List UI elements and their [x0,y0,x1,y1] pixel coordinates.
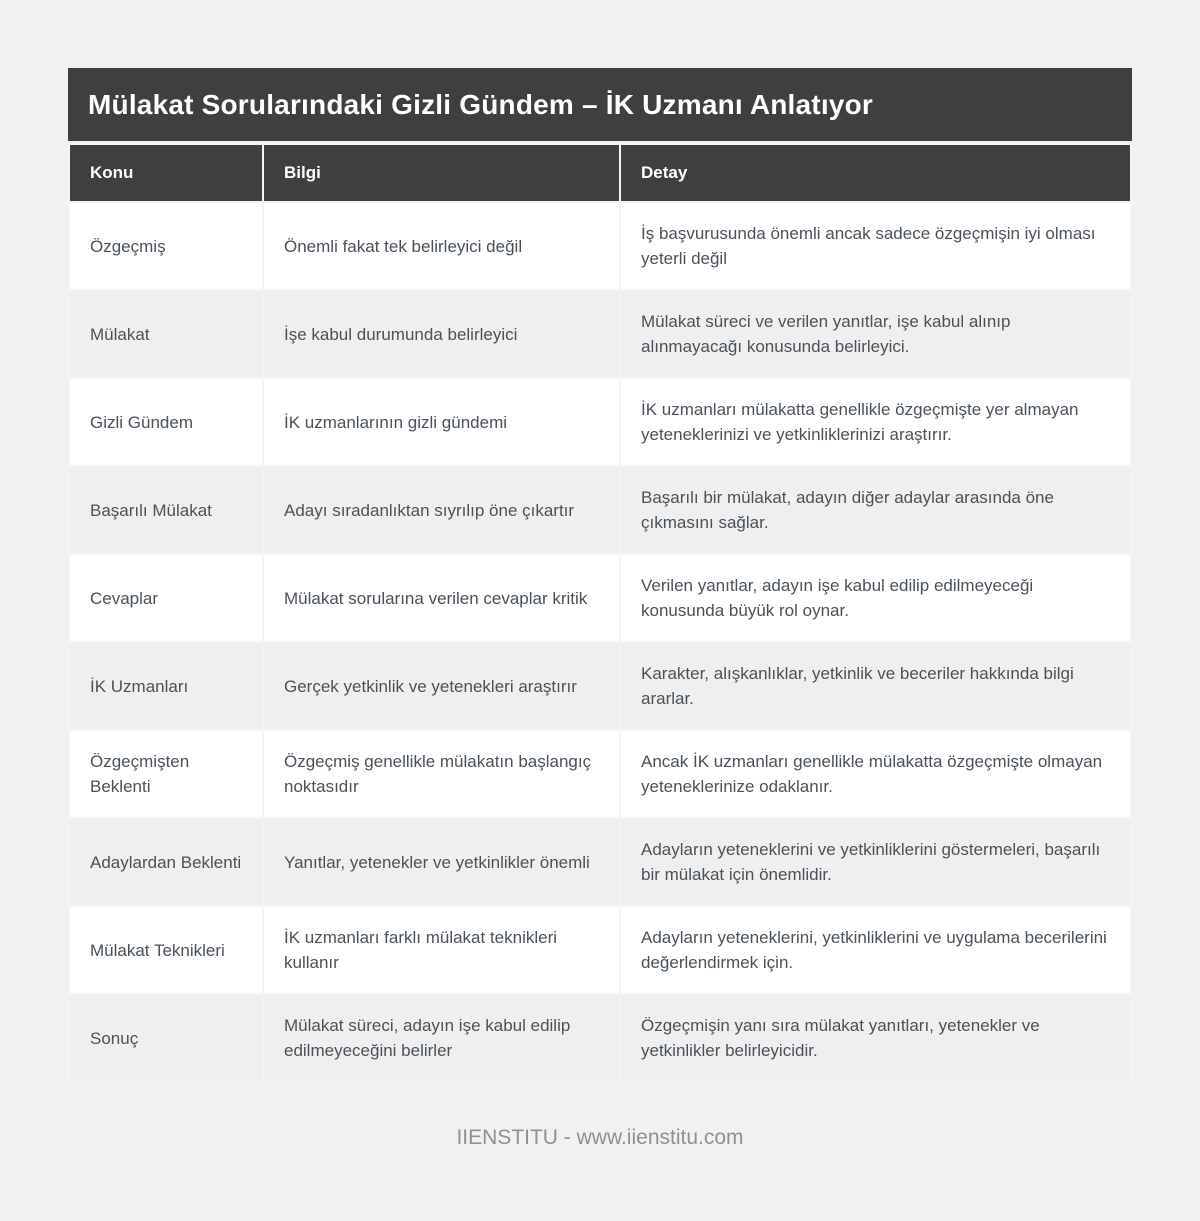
cell-detay: Mülakat süreci ve verilen yanıtlar, işe kabul alınıp alınmayacağı konusunda belirleyici. [621,291,1130,377]
cell-detay: Adayların yeteneklerini ve yetkinliklerini göstermeleri, başarılı bir mülakat için önemlidir. [621,819,1130,905]
cell-detay: Karakter, alışkanlıklar, yetkinlik ve beceriler hakkında bilgi ararlar. [621,643,1130,729]
column-header-bilgi: Bilgi [264,145,619,201]
cell-detay: İş başvurusunda önemli ancak sadece özgeçmişin iyi olması yeterli değil [621,203,1130,289]
cell-bilgi: İK uzmanları farklı mülakat teknikleri kullanır [264,907,619,993]
cell-detay: Özgeçmişin yanı sıra mülakat yanıtları, yetenekler ve yetkinlikler belirleyicidir. [621,995,1130,1081]
cell-detay: Ancak İK uzmanları genellikle mülakatta özgeçmişte olmayan yeteneklerinize odaklanır. [621,731,1130,817]
cell-bilgi: Mülakat sorularına verilen cevaplar kritik [264,555,619,641]
table-row [70,995,1130,1081]
table-row [70,907,1130,993]
cell-bilgi: Mülakat süreci, adayın işe kabul edilip edilmeyeceğini belirler [264,995,619,1081]
cell-konu: Mülakat Teknikleri [70,907,262,993]
cell-konu: Cevaplar [70,555,262,641]
cell-detay: Başarılı bir mülakat, adayın diğer adaylar arasında öne çıkmasını sağlar. [621,467,1130,553]
cell-bilgi: İşe kabul durumunda belirleyici [264,291,619,377]
table-row [70,643,1130,729]
table-row [70,203,1130,289]
table-row [70,291,1130,377]
cell-konu: Mülakat [70,291,262,377]
data-table [68,143,1132,1083]
cell-konu: Özgeçmiş [70,203,262,289]
table-header-row [70,145,1130,201]
cell-bilgi: Önemli fakat tek belirleyici değil [264,203,619,289]
cell-konu: Gizli Gündem [70,379,262,465]
cell-detay: Verilen yanıtlar, adayın işe kabul edilip edilmeyeceği konusunda büyük rol oynar. [621,555,1130,641]
cell-bilgi: Yanıtlar, yetenekler ve yetkinlikler önemli [264,819,619,905]
cell-bilgi: Gerçek yetkinlik ve yetenekleri araştırır [264,643,619,729]
cell-konu: Özgeçmişten Beklenti [70,731,262,817]
infographic-table [68,68,1132,1083]
cell-bilgi: Özgeçmiş genellikle mülakatın başlangıç noktasıdır [264,731,619,817]
footer-credit: IIENSTITU - www.iienstitu.com [456,1126,744,1149]
table-row [70,379,1130,465]
table-row [70,819,1130,905]
cell-konu: Sonuç [70,995,262,1081]
cell-bilgi: Adayı sıradanlıktan sıyrılıp öne çıkartır [264,467,619,553]
cell-konu: Adaylardan Beklenti [70,819,262,905]
cell-bilgi: İK uzmanlarının gizli gündemi [264,379,619,465]
cell-detay: Adayların yeteneklerini, yetkinliklerini ve uygulama becerilerini değerlendirmek için. [621,907,1130,993]
page-title: Mülakat Sorularındaki Gizli Gündem – İK Uzmanı Anlatıyor [68,68,1132,141]
cell-konu: Başarılı Mülakat [70,467,262,553]
cell-konu: İK Uzmanları [70,643,262,729]
cell-detay: İK uzmanları mülakatta genellikle özgeçmişte yer almayan yeteneklerinizi ve yetkinliklerinizi araştırır. [621,379,1130,465]
column-header-detay: Detay [621,145,1130,201]
table-row [70,555,1130,641]
column-header-konu: Konu [70,145,262,201]
table-row [70,731,1130,817]
table-row [70,467,1130,553]
